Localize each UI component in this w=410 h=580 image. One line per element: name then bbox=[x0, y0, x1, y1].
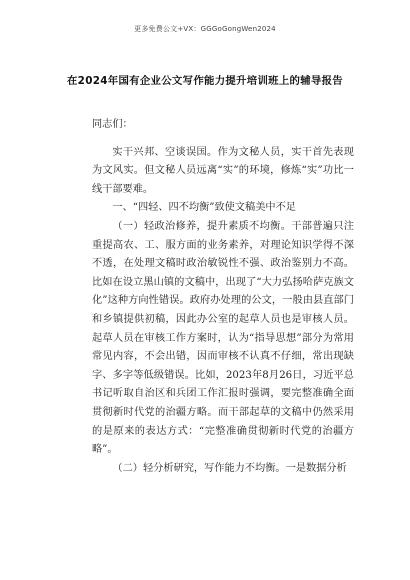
document-title: 在2024年国有企业公文写作能力提升培训班上的辅导报告 bbox=[66, 75, 343, 87]
document-body bbox=[92, 116, 354, 478]
header-note: 更多免费公文+VX：GGGoGongWen2024 bbox=[134, 25, 276, 33]
greeting: 同志们： bbox=[92, 119, 133, 130]
paragraph-subsection-2: （二）轻分析研究，写作能力不均衡。一是数据分析 bbox=[112, 462, 347, 474]
section-heading: 一、“四轻、四不均衡”致使文稿美中不足 bbox=[112, 202, 296, 214]
paragraph-subsection-1: （一）轻政治修养，提升素质不均衡。干部普遍只注重提高农、工、服方面的业务素养，对理论知识学得不深不透，在处理文稿时政治敏锐性不强、政治鉴别力不高。比如在设立黑山镇的文稿中，出现了“大力弘扬哈萨克族文化”这种方向性错误。政府办处理的公文，一般由县直部门和乡镇提供初稿，因此办公室的起草人员也是审核人员。起草人员在审核工作方案时，认为“指导思想”部分为常用常见内容，不会出错，因而审核不认真不仔细，常出现缺字、多字等低级错误。比如，2023年8月26日，习近平总书记听取自治区和兵团工作汇报时强调，要完整准确全面贯彻新时代党的治疆方略。而干部起草的文稿中仍然采用的是原来的表达方式：“完整准确贯彻新时代党的治疆方略”。 bbox=[92, 220, 354, 456]
paragraph-intro: 实干兴邦、空谈误国。作为文秘人员，实干首先表现为文风实。但文秘人员远离“实”的环境，修炼“实”功比一线干部要难。 bbox=[92, 146, 354, 195]
